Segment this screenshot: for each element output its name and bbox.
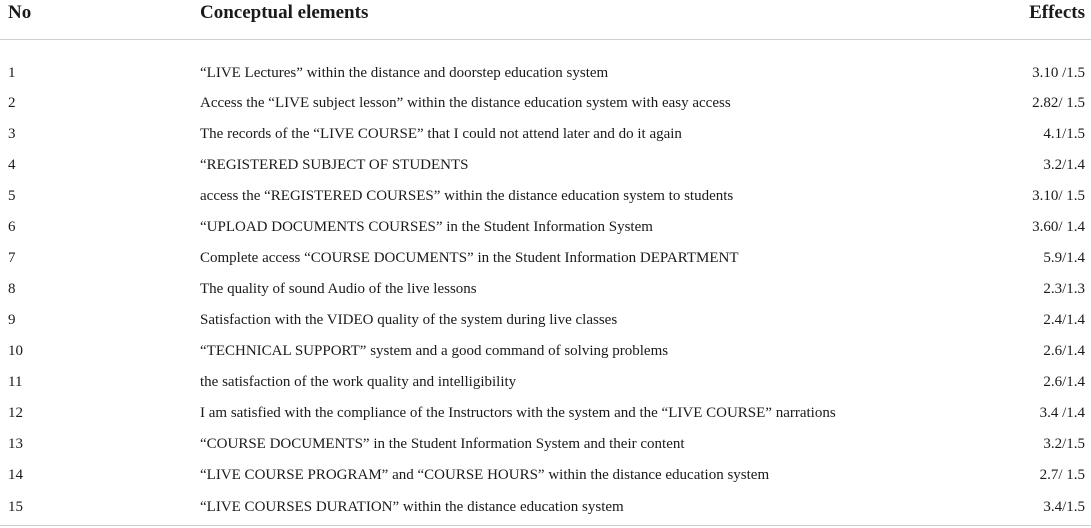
row-element: “LIVE Lectures” within the distance and doorstep education system bbox=[200, 64, 609, 81]
header-elements-label: Conceptual elements bbox=[200, 2, 369, 23]
table-row bbox=[0, 336, 1091, 367]
row-element: “REGISTERED SUBJECT OF STUDENTS bbox=[200, 156, 469, 173]
row-number: 15 bbox=[0, 491, 200, 526]
row-effect: 2.6/1.4 bbox=[1043, 373, 1085, 390]
row-effect: 2.3/1.3 bbox=[1043, 280, 1085, 297]
table-row bbox=[0, 460, 1091, 491]
table-row bbox=[0, 398, 1091, 429]
row-number: 6 bbox=[8, 218, 16, 235]
header-effects-label: Effects bbox=[1029, 2, 1085, 23]
header-no-label: No bbox=[8, 2, 32, 23]
row-number: 1 bbox=[8, 64, 16, 81]
row-number: 9 bbox=[8, 311, 16, 328]
header-no bbox=[0, 0, 200, 40]
row-number: 5 bbox=[8, 187, 16, 204]
row-number: 11 bbox=[8, 373, 23, 390]
row-element: The records of the “LIVE COURSE” that I could not attend later and do it again bbox=[200, 125, 682, 142]
row-number: 4 bbox=[8, 156, 16, 173]
row-number: 13 bbox=[8, 435, 23, 452]
row-element: “LIVE COURSE PROGRAM” and “COURSE HOURS” within the distance education system bbox=[200, 466, 770, 483]
row-effect: 5.9/1.4 bbox=[1043, 249, 1085, 266]
row-number: 2 bbox=[8, 94, 16, 111]
table-row bbox=[0, 367, 1091, 398]
row-effect: 4.1/1.5 bbox=[1043, 125, 1085, 142]
row-element: “UPLOAD DOCUMENTS COURSES” in the Student Information System bbox=[200, 218, 653, 235]
table-row bbox=[0, 88, 1091, 119]
header-conceptual-elements bbox=[200, 0, 960, 40]
row-element: “LIVE COURSES DURATION” within the distance education system bbox=[200, 491, 960, 526]
table-row bbox=[0, 243, 1091, 274]
row-element: I am satisfied with the compliance of the Instructors with the system and the “LIVE COURSE” narrations bbox=[200, 404, 836, 421]
row-effect: 3.2/1.4 bbox=[1043, 156, 1085, 173]
table-row bbox=[0, 491, 1091, 526]
row-effect: 2.82/ 1.5 bbox=[1032, 94, 1085, 111]
row-number: 7 bbox=[8, 249, 16, 266]
table-row bbox=[0, 150, 1091, 181]
table-row bbox=[0, 181, 1091, 212]
row-number: 14 bbox=[8, 466, 23, 483]
row-element: Complete access “COURSE DOCUMENTS” in the Student Information DEPARTMENT bbox=[200, 249, 739, 266]
row-effect: 3.4/1.5 bbox=[960, 491, 1091, 526]
row-effect: 3.10 /1.5 bbox=[1032, 64, 1085, 81]
row-effect: 3.10/ 1.5 bbox=[1032, 187, 1085, 204]
row-effect: 2.7/ 1.5 bbox=[1039, 466, 1085, 483]
row-number: 3 bbox=[8, 125, 16, 142]
row-element: the satisfaction of the work quality and intelligibility bbox=[200, 373, 517, 390]
table-row bbox=[0, 274, 1091, 305]
table-row bbox=[0, 305, 1091, 336]
table-body bbox=[0, 40, 1091, 526]
row-number: 12 bbox=[8, 404, 23, 421]
row-element: Access the “LIVE subject lesson” within the distance education system with easy access bbox=[200, 94, 731, 111]
row-number: 10 bbox=[8, 342, 23, 359]
table-header bbox=[0, 0, 1091, 40]
table-row bbox=[0, 429, 1091, 460]
row-number: 8 bbox=[8, 280, 16, 297]
row-effect: 2.6/1.4 bbox=[1043, 342, 1085, 359]
table-row bbox=[0, 40, 1091, 88]
row-element: “COURSE DOCUMENTS” in the Student Information System and their content bbox=[200, 435, 685, 452]
row-element: “TECHNICAL SUPPORT” system and a good command of solving problems bbox=[200, 342, 669, 359]
row-effect: 3.2/1.5 bbox=[1043, 435, 1085, 452]
table-row bbox=[0, 119, 1091, 150]
table-row bbox=[0, 212, 1091, 243]
row-element: Satisfaction with the VIDEO quality of the system during live classes bbox=[200, 311, 618, 328]
row-effect: 3.4 /1.4 bbox=[1039, 404, 1085, 421]
row-effect: 2.4/1.4 bbox=[1043, 311, 1085, 328]
row-element: The quality of sound Audio of the live lessons bbox=[200, 280, 477, 297]
row-effect: 3.60/ 1.4 bbox=[1032, 218, 1085, 235]
header-effects bbox=[960, 0, 1091, 40]
header-row bbox=[0, 0, 1091, 40]
row-element: access the “REGISTERED COURSES” within the distance education system to students bbox=[200, 187, 734, 204]
